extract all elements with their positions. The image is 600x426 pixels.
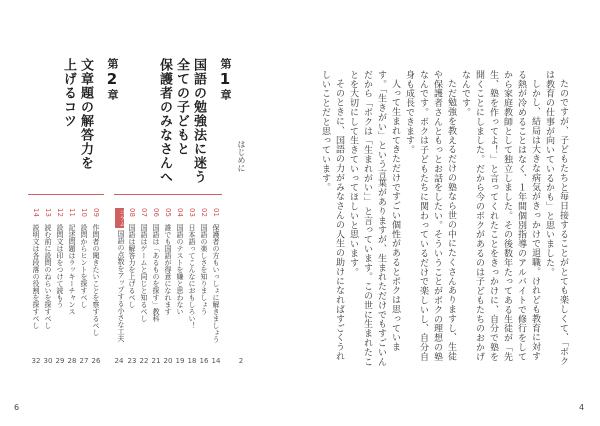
toc-divider-ch1 (114, 194, 222, 195)
toc-item[interactable]: 02 国語の楽しさを知りましょう (200, 208, 208, 315)
toc-item[interactable]: 12 設問文は印をつけて読もう (56, 208, 64, 308)
paragraph: しかし、結局は大きな病気がきっかけで退職。けれども教育に対する熱が冷めることはなく、１年間個別指導のアルバイトで修行をしてから家庭教師として独立しました。その後数年たってある生徒が「先生、塾を作ってよ！」と言ってくれたことをきっかけに、自分で塾を開くことにしました。だから今のボクがあるのは子どもたちのおかげなんです。 (460, 70, 540, 362)
toc-item[interactable]: 07 国語はゲームと同じと知るべし (140, 208, 148, 322)
toc-page-number: 26 (91, 357, 101, 365)
chapter2-label: 第2章 (103, 58, 121, 101)
toc-item[interactable]: 14 説明文は各段落の役割を探すべし (32, 208, 40, 329)
toc-header-page: 2 (238, 357, 244, 365)
body-text (320, 70, 570, 370)
chapter1-title-line: 保護者のみなさんへ (157, 58, 172, 184)
paragraph: ただ勉強を教えるだけの塾なら世の中にたくさんありますし、生徒や保護者さんともっとお話をしたい。そういうことがボクの理想の塾なんです。ボクは子どもたちに関わっているだけで楽しいし、自分自身も成長できます。 (404, 70, 456, 362)
toc-page-number: 28 (67, 357, 77, 365)
toc-page-number: 27 (79, 357, 89, 365)
toc-page-number: 24 (114, 357, 124, 365)
toc-page-number: 30 (43, 357, 53, 365)
chapter2-title-line: 上げるコツ (61, 58, 76, 128)
toc-page-number: 16 (199, 357, 209, 365)
toc-page-number: 22 (139, 357, 149, 365)
toc-item-column[interactable]: コラム国語の点数をアップする小さな工夫 (117, 209, 125, 342)
toc-page-number: 21 (151, 357, 161, 365)
toc-page-number: 20 (163, 357, 173, 365)
toc-item[interactable]: 11 記述問題はラッキーチャンス (68, 208, 76, 315)
right-page (300, 0, 600, 426)
toc-item[interactable]: 10 設問からヒントを探すべし (80, 208, 88, 308)
toc-page-number: 23 (127, 357, 137, 365)
toc-item[interactable]: 01 保護者の方もいっしょに解きましょう (212, 208, 220, 343)
chapter1-title-line: 全ての子どもと (174, 58, 189, 156)
toc-header[interactable]: はじめに (237, 140, 246, 172)
chapter1-heading (158, 58, 232, 184)
column-badge: コラム (115, 208, 124, 228)
toc-item[interactable]: 05 誰でも国語が得意になれます (164, 208, 172, 315)
paragraph: そのときに、国語の力がみなさんの人生の助けになればすごくうれしいことだと思っています。 (320, 70, 344, 361)
chapter2-heading (62, 58, 119, 170)
page-number-right: 4 (579, 403, 585, 412)
toc-page-number: 32 (31, 357, 41, 365)
paragraph: たのですが、子どもたちと毎日接することがとても楽しくて、「ボクは教育の仕事が向いているかも」と思いました。 (544, 70, 568, 366)
toc-item[interactable]: 03 日本語ってこんなにおもしろい！ (188, 208, 196, 329)
toc-page-number: 29 (55, 357, 65, 365)
toc-page-number: 14 (211, 357, 221, 365)
toc-item[interactable]: 04 国語のテストを嫌と思わない (176, 208, 184, 315)
toc-item[interactable]: 09 作問者の聞きたいことを察するべし (92, 208, 100, 336)
page-number-left: 6 (14, 403, 20, 412)
toc-page-number: 18 (187, 357, 197, 365)
toc-item[interactable]: 06 国語は「あるものを探す」教科 (152, 208, 160, 322)
paragraph: 人って生まれてきただけですごい個性があるとボクは思っています。「生きがい」という言葉がありますが、生まれただけでもすごいんだから「ボクは「生まれがい」」と言っています。この世に生まれたことを大切にして生きていってほしいと思います。 (348, 70, 400, 367)
toc-item[interactable]: 13 読む前に設問のねらいを探すべし (44, 208, 52, 329)
chapter1-title-line: 国語の勉強法に迷う (191, 58, 206, 184)
toc-page-number: 19 (175, 357, 185, 365)
chapter2-title-line: 文章題の解答力を (78, 58, 93, 170)
toc-item[interactable]: 08 国語は解答力を上げるべし (128, 208, 136, 308)
chapter1-label: 第1章 (216, 58, 234, 101)
toc-divider-ch2 (28, 194, 104, 195)
